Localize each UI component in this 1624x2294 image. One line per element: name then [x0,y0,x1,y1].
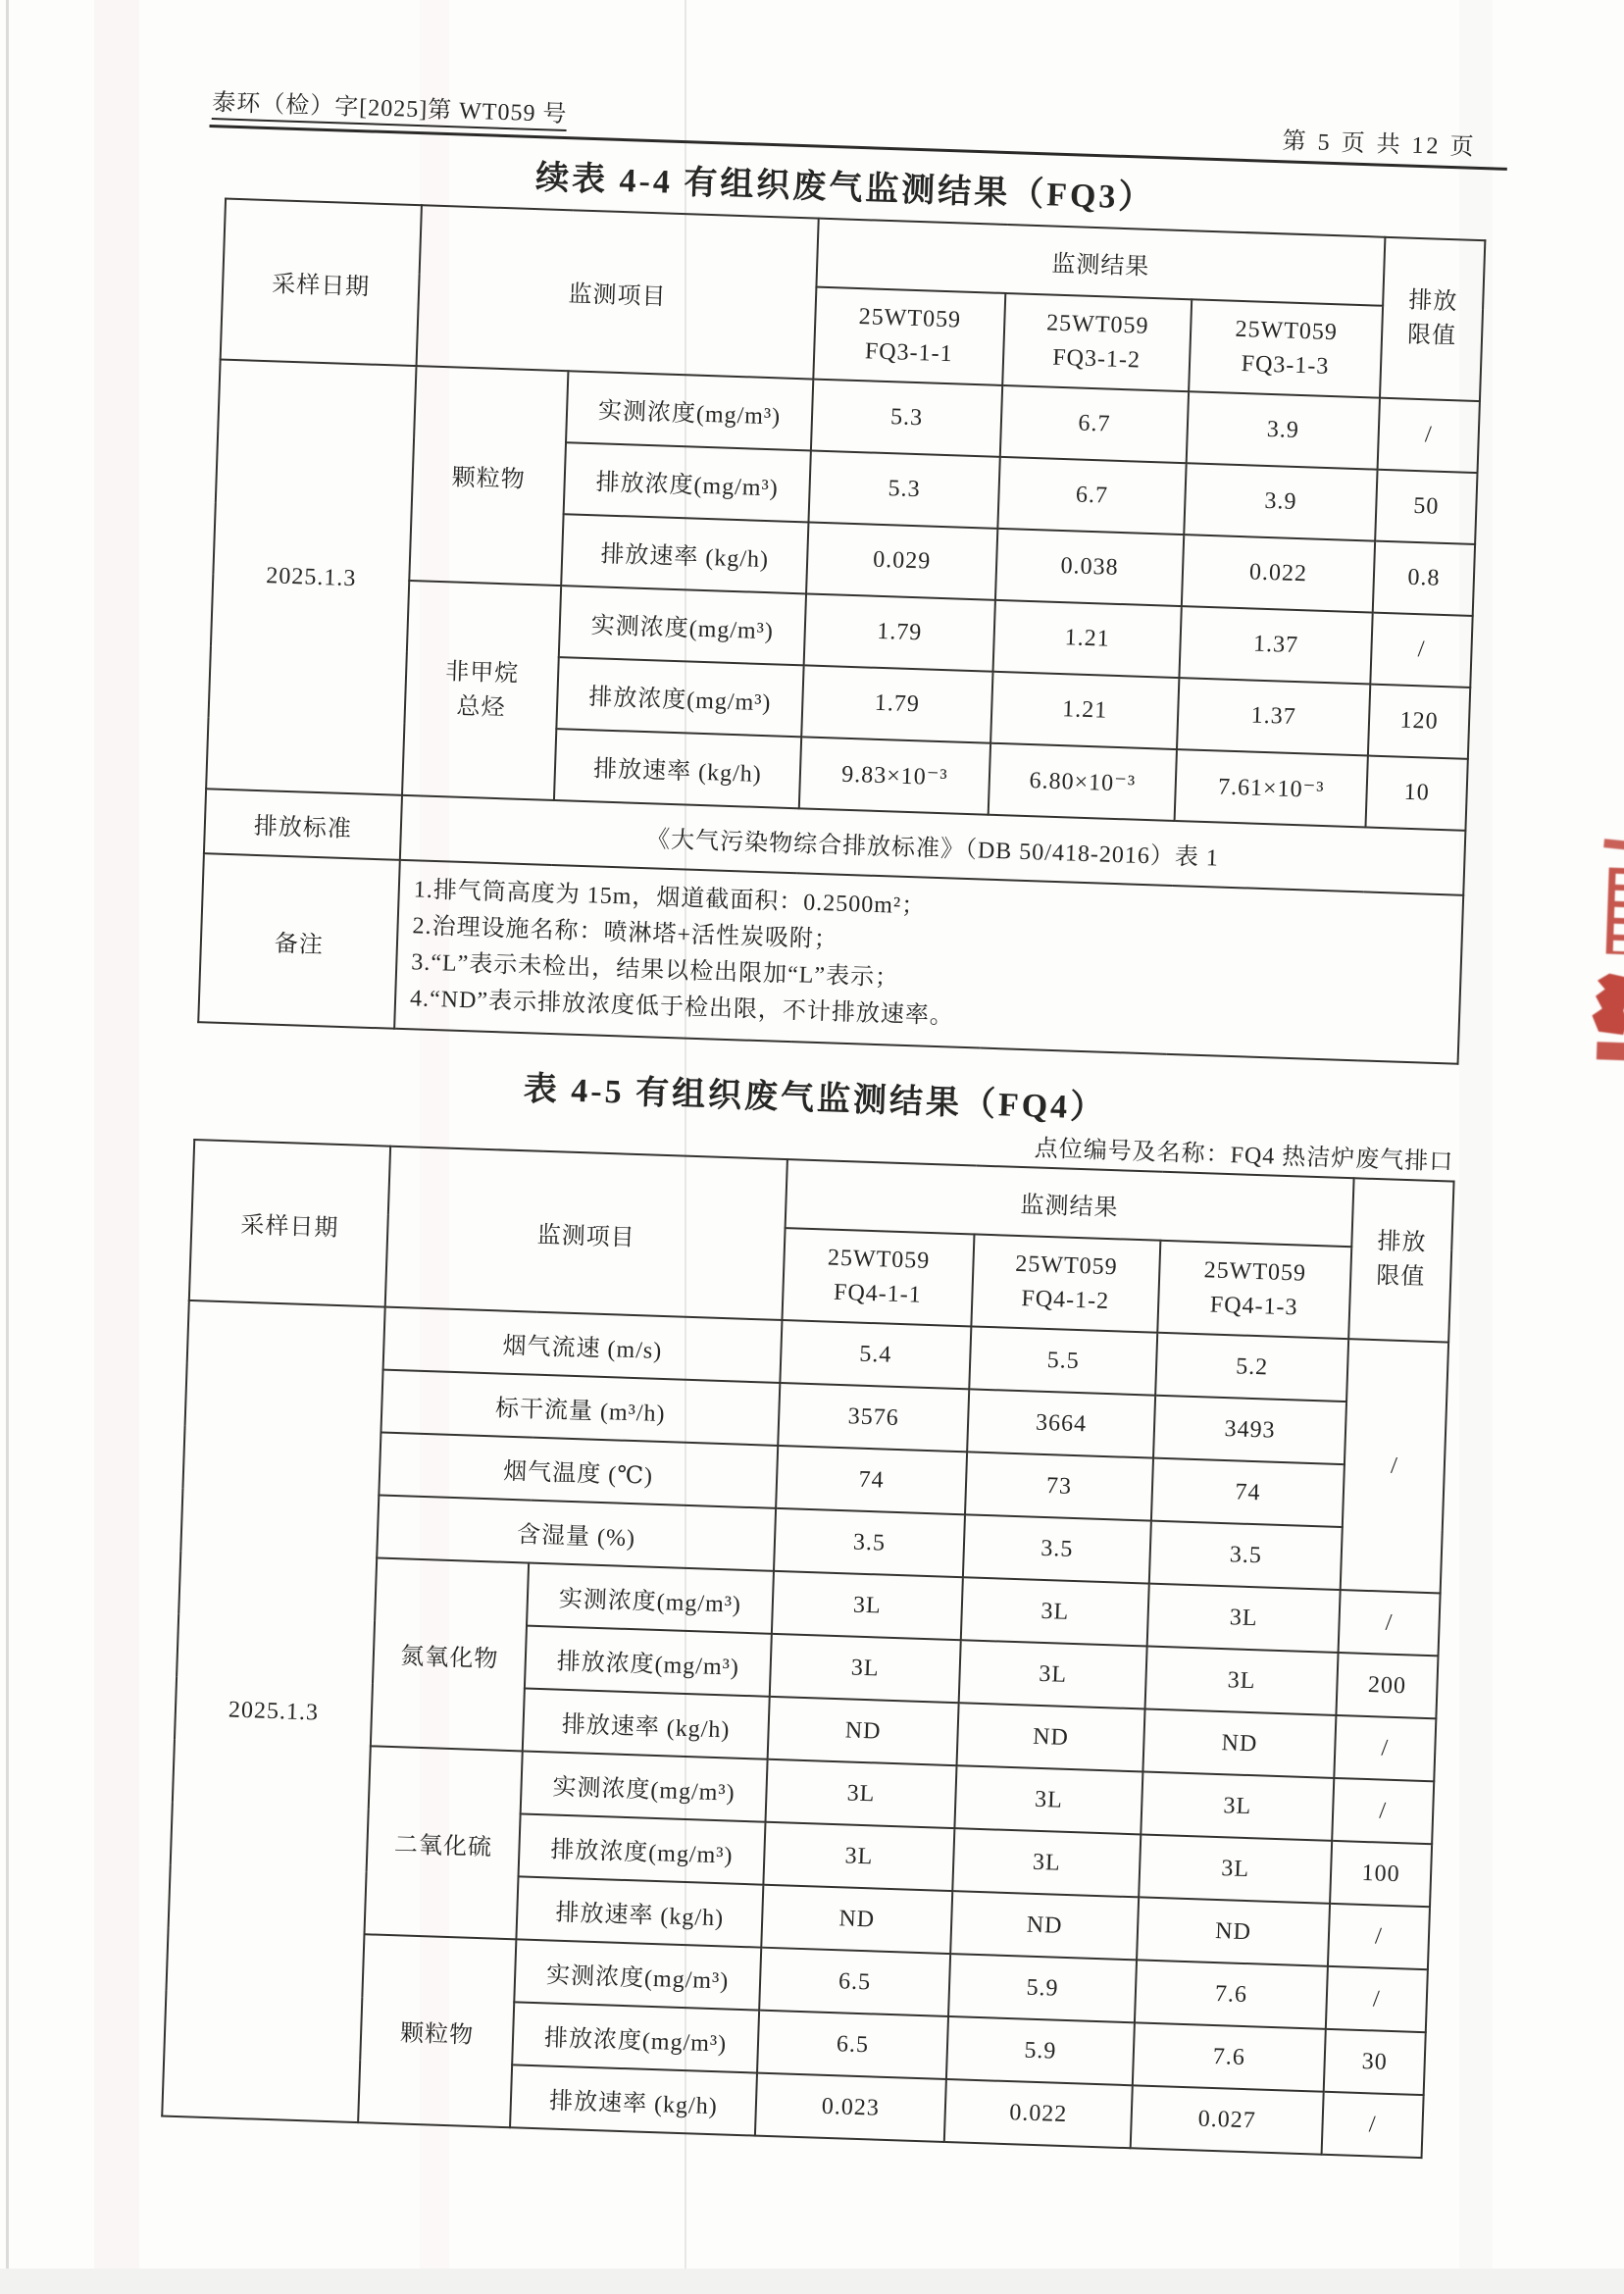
t2-pollutant-so2: 二氧化硫 [364,1746,522,1939]
limit-cell: / [1328,1904,1430,1969]
t2-pollutant-particulate: 颗粒物 [358,1934,516,2127]
value-cell: 7.6 [1135,1960,1328,2028]
limit-cell: / [1322,2092,1424,2158]
remark-label: 备注 [198,853,400,1029]
value-cell: 6.7 [997,457,1186,535]
value-cell: 5.9 [946,2016,1135,2085]
t2-header-date: 采样日期 [189,1140,390,1307]
t2-header-result: 监测结果 [786,1159,1354,1247]
table1 [197,198,1486,1065]
value-cell: ND [1137,1897,1330,1965]
t1-header-date: 采样日期 [221,199,422,367]
param-label: 排放速率 (kg/h) [523,1689,770,1759]
table1-title: 续表 4-4 有组织废气监测结果（FQ3） [534,160,1155,217]
param-label: 排放速率 (kg/h) [561,514,808,593]
stamp-stroke [1606,868,1624,955]
param-label: 实测浓度(mg/m³) [566,371,813,450]
remark-line: 4.“ND”表示排放浓度低于检出限，不计排放速率。 [409,986,955,1030]
limit-cell: 120 [1368,685,1470,759]
param-label: 排放速率 (kg/h) [516,1876,763,1947]
value-cell: ND [1142,1708,1336,1777]
t2-sample-id-2: 25WT059 FQ4-1-2 [971,1234,1160,1332]
param-label: 排放浓度(mg/m³) [556,657,803,737]
stamp-stroke [1603,839,1624,851]
t2-pollutant-nox: 氮氧化物 [371,1557,529,1751]
limit-cell: 50 [1375,470,1477,544]
t1-pollutant-particulate: 颗粒物 [409,366,568,586]
value-cell: 3.5 [1149,1521,1343,1590]
value-cell: 5.5 [969,1326,1157,1395]
value-cell: 3L [1139,1834,1332,1903]
value-cell: 0.029 [806,522,997,599]
value-cell: 0.023 [755,2073,946,2142]
value-cell: 1.37 [1179,606,1372,684]
table2-title: 表 4-5 有组织废气监测结果（FQ4） [523,1071,1107,1127]
t1-sample-id-1: 25WT059 FQ3-1-1 [813,287,1005,385]
page-indicator: 第 5 页 共 12 页 [1282,128,1477,161]
value-cell: 3.5 [963,1514,1151,1583]
value-cell: 3L [961,1577,1149,1646]
limit-cell: / [1370,613,1472,688]
value-cell: 3664 [967,1389,1155,1457]
t1-pollutant-nmhc: 非甲烷 总烃 [402,581,561,800]
param-label: 排放速率 (kg/h) [510,2065,757,2135]
value-cell: 7.6 [1133,2022,1326,2091]
limit-cell: / [1332,1778,1434,1844]
value-cell: 6.7 [1000,385,1189,463]
param-label: 排放浓度(mg/m³) [564,442,811,522]
param-label: 排放浓度(mg/m³) [519,1813,766,1884]
param-label: 含湿量 (%) [377,1495,776,1570]
limit-cell: / [1341,1339,1448,1593]
scan-left-edge [6,0,9,2294]
value-cell: 0.038 [995,529,1184,606]
t1-sample-id-3: 25WT059 FQ3-1-3 [1189,299,1383,397]
value-cell: ND [768,1697,959,1765]
t1-header-limit: 排放 限值 [1380,237,1485,401]
value-cell: 5.3 [808,450,999,528]
value-cell: 3.9 [1187,391,1380,469]
param-label: 实测浓度(mg/m³) [514,1939,761,2010]
limit-cell: 0.8 [1373,541,1475,616]
scan-bottom-edge [0,2269,1624,2294]
value-cell: 3.9 [1184,463,1377,540]
remark-content [394,860,1463,1064]
value-cell: 73 [965,1452,1153,1520]
limit-cell: / [1326,1966,1428,2032]
remark-line: 3.“L”表示未检出，结果以检出限加“L”表示； [410,949,900,992]
table2-subtitle: 点位编号及名称：FQ4 热洁炉废气排口 [1034,1136,1454,1176]
limit-cell: 200 [1336,1653,1438,1718]
scan-streak [94,0,139,2294]
value-cell: 3L [763,1822,954,1891]
value-cell: 1.79 [801,665,992,742]
value-cell: 3L [766,1759,957,1828]
value-cell: 3576 [778,1383,969,1452]
value-cell: 3L [772,1571,963,1640]
t2-header-item: 监测项目 [385,1147,787,1320]
param-label: 排放速率 (kg/h) [554,729,801,808]
param-label: 实测浓度(mg/m³) [527,1563,774,1634]
remark-line: 1.排气筒高度为 15m，烟道截面积：0.2500m²； [413,877,927,920]
value-cell: 3493 [1153,1396,1346,1464]
value-cell: 6.5 [757,2011,948,2079]
value-cell: 5.4 [780,1320,971,1389]
limit-cell: / [1378,398,1480,473]
value-cell: 3L [1147,1584,1341,1653]
value-cell: 3L [959,1640,1147,1708]
value-cell: 1.79 [804,593,995,671]
value-cell: 5.3 [811,380,1002,457]
t1-header-item: 监测项目 [417,205,819,379]
value-cell: ND [761,1885,952,1954]
value-cell: 9.83×10⁻³ [799,737,990,814]
standard-label: 排放标准 [204,789,402,860]
value-cell: 74 [776,1446,967,1514]
t1-sample-id-2: 25WT059 FQ3-1-2 [1002,293,1192,391]
value-cell: 6.5 [759,1948,950,2016]
limit-cell: 100 [1330,1841,1432,1907]
value-cell: 3L [770,1634,961,1703]
limit-cell: 10 [1365,755,1467,830]
value-cell: 1.21 [990,672,1179,749]
param-label: 实测浓度(mg/m³) [521,1751,768,1821]
t2-sample-id-3: 25WT059 FQ4-1-3 [1157,1241,1351,1339]
param-label: 烟气温度 (℃) [379,1433,778,1508]
value-cell: 6.80×10⁻³ [989,743,1177,821]
value-cell: 3L [954,1765,1142,1834]
value-cell: ND [950,1891,1139,1960]
limit-cell: / [1334,1715,1436,1781]
t1-sampling-date: 2025.1.3 [206,359,416,794]
table2 [161,1139,1454,2159]
value-cell: ND [957,1703,1145,1771]
value-cell: 0.022 [944,2079,1133,2148]
param-label: 烟气流速 (m/s) [383,1307,783,1383]
remark-line: 2.治理设施名称：喷淋塔+活性炭吸附； [412,913,839,953]
param-label: 排放浓度(mg/m³) [525,1626,772,1697]
value-cell: 0.027 [1131,2085,1324,2154]
param-label: 排放浓度(mg/m³) [512,2002,759,2072]
value-cell: 74 [1151,1458,1345,1527]
value-cell: 1.37 [1177,678,1370,755]
red-stamp-fragment [1557,825,1624,1062]
value-cell: 5.2 [1155,1333,1348,1402]
limit-cell: 30 [1324,2029,1426,2095]
value-cell: 5.9 [948,1954,1137,2022]
limit-cell: / [1339,1590,1441,1656]
param-label: 实测浓度(mg/m³) [559,586,806,665]
value-cell: 3L [952,1828,1141,1897]
t2-sample-id-1: 25WT059 FQ4-1-1 [782,1228,974,1326]
stamp-stroke [1592,973,1624,1035]
value-cell: 3.5 [774,1508,965,1577]
value-cell: 7.61×10⁻³ [1175,749,1368,827]
t2-header-limit: 排放 限值 [1348,1178,1453,1342]
document-number: 泰环（检）字[2025]第 WT059 号 [212,82,568,131]
stamp-stroke [1597,1042,1624,1060]
page-content [143,82,1524,2160]
standard-value: 《大气污染物综合排放标准》（DB 50/418-2016）表 1 [400,795,1466,895]
value-cell: 0.022 [1182,535,1375,612]
t2-sampling-date: 2025.1.3 [162,1300,384,2122]
value-cell: 1.21 [993,600,1182,678]
value-cell: 3L [1141,1771,1334,1840]
value-cell: 3L [1145,1647,1339,1715]
param-label: 标干流量 (m³/h) [381,1370,780,1446]
t1-header-result: 监测结果 [816,219,1385,306]
